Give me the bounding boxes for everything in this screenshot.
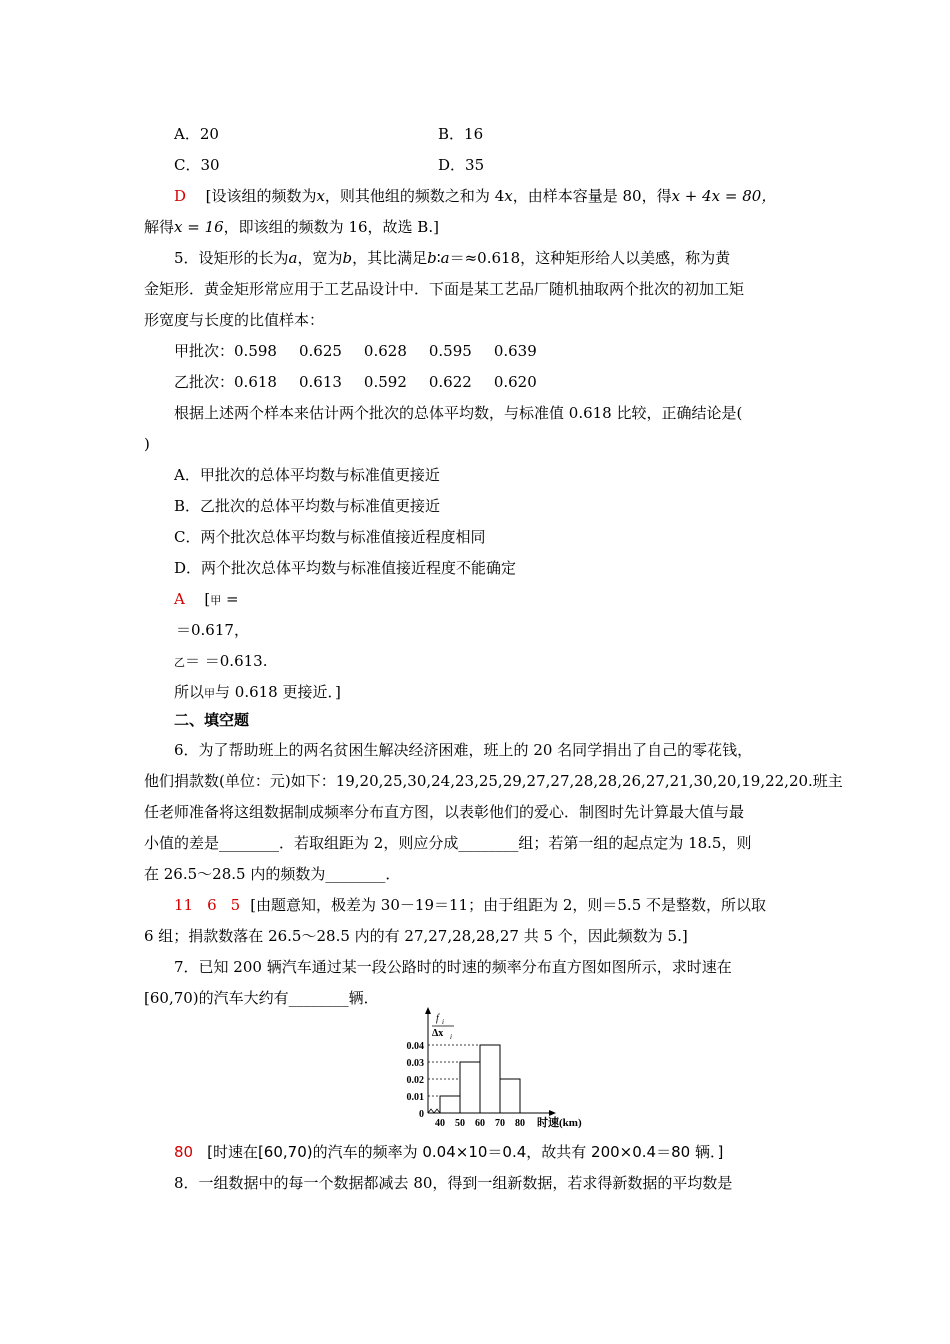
q6-answer-value: 5 <box>230 896 241 914</box>
q5-var-b: b <box>342 249 353 267</box>
x-tick-label: 70 <box>495 1118 505 1129</box>
ylabel-numerator: f <box>436 1013 439 1024</box>
q6-line-5: 在 26.5～28.5 内的频数为________． <box>144 865 401 883</box>
q5-answer-eq: = <box>221 590 239 608</box>
q4-answer-var-x2: x <box>504 187 513 205</box>
q6-line-3: 任老师准备将这组数据制成频率分布直方图，以表彰他们的爱心．制图时先计算最大值与最 <box>144 803 745 821</box>
x-tick-label: 40 <box>435 1118 445 1129</box>
q5-yi-value: 0.613 <box>298 373 342 391</box>
q7-answer-value: 80 <box>174 1143 194 1161</box>
q4-answer-line-1 <box>174 186 776 206</box>
x-axis-arrow <box>549 1110 556 1116</box>
q5-answer-sub-jia: 甲 <box>210 594 222 607</box>
q5-answer-sub-jia-2: 甲 <box>204 687 216 700</box>
q4-option-b: B．16 <box>438 125 484 143</box>
axis-break-mark <box>428 1109 440 1113</box>
q5-text-4: ＝≈0.618，这种矩形给人以美感，称为黄 <box>449 249 731 267</box>
x-tick-label: 80 <box>515 1118 525 1129</box>
q6-answer-value: 11 <box>174 896 194 914</box>
histogram-chart <box>380 1005 600 1135</box>
q4-answer-equation: x + 4x = 80， <box>671 187 777 205</box>
q6-answer-value: 6 <box>207 896 217 914</box>
q5-option-d: D．两个批次总体平均数与标准值接近程度不能确定 <box>174 559 517 577</box>
q5-yi-label: 乙批次： <box>174 373 235 391</box>
q5-jia-row <box>174 341 537 361</box>
q5-ratio-sep: ∶ <box>436 249 441 267</box>
q5-jia-value: 0.595 <box>428 342 472 360</box>
q5-line-2: 金矩形．黄金矩形常应用于工艺品设计中．下面是某工艺品厂随机抽取两个批次的初加工矩 <box>144 280 745 298</box>
y-tick-label: 0.03 <box>406 1058 424 1069</box>
q6-line-2: 他们捐款数(单位：元)如下：19,20,25,30,24,23,25,29,27,27,28,28,26,27,21,30,20,19,22,20.班主 <box>144 772 843 790</box>
y-axis-arrow <box>425 1007 431 1014</box>
q4-option-c: C．30 <box>174 156 220 174</box>
q4-answer-var-x: x <box>316 187 325 205</box>
q5-text-2: ，宽为 <box>297 249 343 267</box>
q6-answer-line-2: 6 组；捐款数落在 26.5～28.5 内的有 27,27,28,28,27 共 5 个，因此频数为 5.] <box>144 927 688 945</box>
q5-yi-row <box>174 372 537 392</box>
q5-answer-letter: A <box>174 590 185 608</box>
q8-line-1: 8．一组数据中的每一个数据都减去 80，得到一组新数据，若求得新数据的平均数是 <box>174 1174 733 1192</box>
x-tick-label: 50 <box>455 1118 465 1129</box>
q5-jia-value: 0.639 <box>493 342 537 360</box>
q4-answer-text-a: [设该组的频数为 <box>205 187 317 205</box>
q5-yi-value: 0.622 <box>428 373 472 391</box>
ylabel-denominator-sub: i <box>450 1033 452 1041</box>
q5-var-a: a <box>288 249 298 267</box>
q5-answer-bracket: [ <box>204 590 211 608</box>
q5-line-3: 形宽度与长度的比值样本： <box>144 311 325 329</box>
q7-line-2: [60,70)的汽车大约有________辆． <box>144 989 379 1007</box>
q5-yi-value: 0.592 <box>363 373 407 391</box>
histogram-bar <box>460 1062 480 1113</box>
q5-text-1: 5．设矩形的长为 <box>174 249 289 267</box>
q5-answer-line-1 <box>174 589 239 611</box>
q5-line-6: 根据上述两个样本来估计两个批次的总体平均数，与标准值 0.618 比较，正确结论是( <box>174 404 743 422</box>
q5-jia-label: 甲批次： <box>174 342 235 360</box>
y-tick-label: 0.02 <box>406 1075 424 1086</box>
q6-line-1: 6．为了帮助班上的两名贫困生解决经济困难，班上的 20 名同学捐出了自己的零花钱， <box>174 741 753 759</box>
ylabel-numerator-sub: i <box>442 1018 444 1026</box>
q5-jia-value: 0.628 <box>363 342 407 360</box>
q4-answer-text-b: ，则其他组的频数之和为 4 <box>324 187 505 205</box>
q5-jia-value: 0.598 <box>234 342 277 360</box>
section-title-fill-blank: 二、填空题 <box>174 711 250 729</box>
q5-yi-value: 0.620 <box>493 373 537 391</box>
histogram-bar <box>500 1079 520 1113</box>
y-tick-label: 0 <box>419 1109 424 1120</box>
histogram-bar <box>440 1096 460 1113</box>
q4-option-d: D．35 <box>438 156 485 174</box>
y-tick-label: 0.01 <box>406 1092 424 1103</box>
q7-answer-text: [时速在[60,70)的汽车的频率为 0.04×10＝0.4，故共有 200×0.4＝80 辆．] <box>207 1143 724 1161</box>
q4-answer-solution: x = 16 <box>174 218 224 236</box>
q7-answer-line <box>174 1142 723 1162</box>
ylabel-denominator: Δx <box>432 1028 444 1039</box>
q4-option-a: A．20 <box>174 125 219 143</box>
y-tick-label: 0.04 <box>406 1041 424 1052</box>
x-tick-label: 60 <box>475 1118 485 1129</box>
q5-answer-line-3 <box>174 651 267 673</box>
q5-line-1 <box>174 248 730 268</box>
q5-answer-line-2: ＝0.617， <box>176 621 249 639</box>
q5-yi-value: 0.618 <box>234 373 277 391</box>
q5-answer-sub-yi: 乙 <box>174 656 185 669</box>
q4-answer-text-d: 解得 <box>144 218 175 236</box>
q4-answer-text-c: ，由样本容量是 80，得 <box>512 187 672 205</box>
q6-line-4: 小值的差是________．若取组距为 2，则应分成________组；若第一组的起点定为 18.5，则 <box>144 834 752 852</box>
q4-answer-text-e: ，即该组的频数为 16，故选 B.] <box>223 218 439 236</box>
histogram-bar <box>480 1045 500 1113</box>
q5-option-c: C．两个批次总体平均数与标准值接近程度相同 <box>174 528 486 546</box>
q5-jia-value: 0.625 <box>298 342 342 360</box>
xlabel: 时速(km) <box>537 1117 582 1129</box>
q4-answer-line-2 <box>144 217 439 237</box>
q6-answer-line-1 <box>174 895 766 915</box>
q5-ratio-b: b <box>427 249 437 267</box>
q5-option-a: A．甲批次的总体平均数与标准值更接近 <box>174 466 440 484</box>
q5-line-7: ) <box>144 435 150 453</box>
q5-answer-text-b: 与 0.618 更接近．] <box>215 683 341 701</box>
q5-answer-text-a: 所以 <box>174 683 205 701</box>
q4-answer-letter: D <box>174 187 187 205</box>
q5-answer-yi-eq: ＝ ＝0.613. <box>185 652 268 670</box>
q5-option-b: B．乙批次的总体平均数与标准值更接近 <box>174 497 441 515</box>
q6-answer-text: [由题意知，极差为 30－19＝11；由于组距为 2，则＝5.5 不是整数，所以取 <box>250 896 767 914</box>
q7-line-1: 7．已知 200 辆汽车通过某一段公路时的时速的频率分布直方图如图所示，求时速在 <box>174 958 732 976</box>
q5-text-3: ，其比满足 <box>352 249 428 267</box>
q5-ratio-a: a <box>440 249 450 267</box>
q5-answer-line-4 <box>174 682 341 704</box>
